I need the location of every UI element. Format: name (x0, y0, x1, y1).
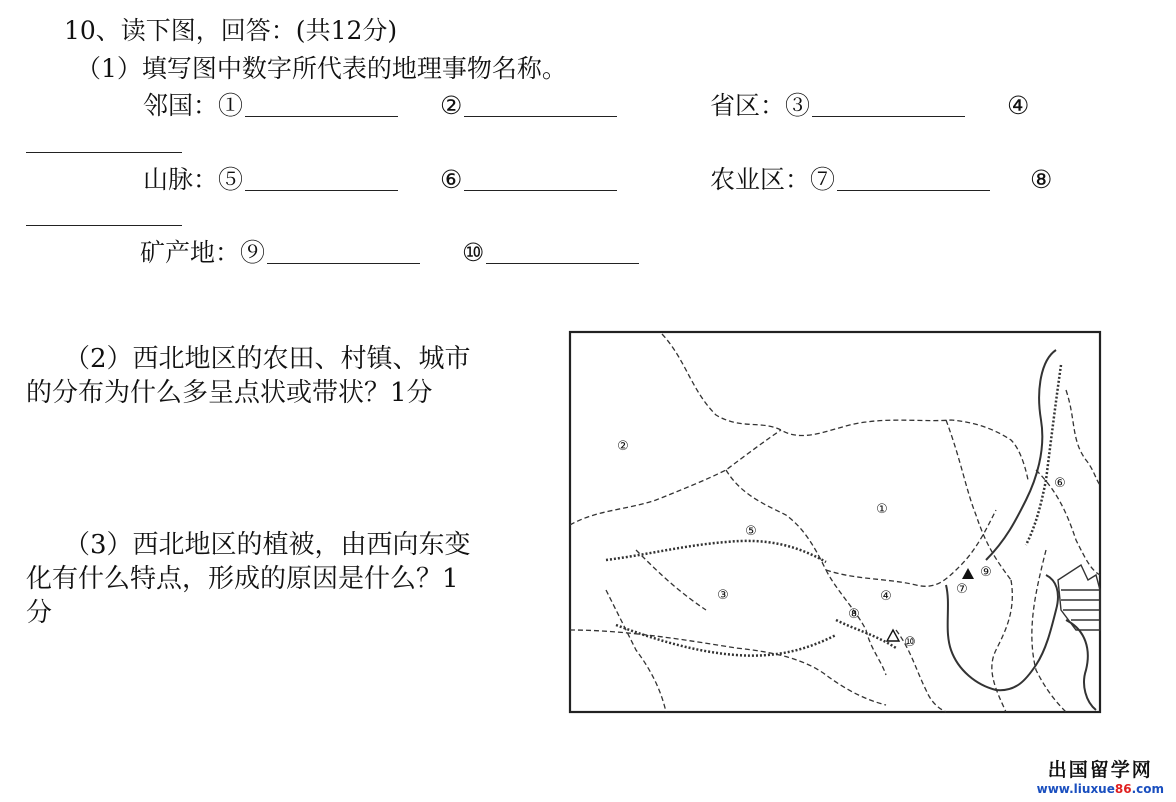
watermark-title: 出国留学网 (1047, 759, 1153, 781)
watermark-url-prefix: www.liuxue (1036, 782, 1115, 796)
circled-number-1: ① (218, 91, 244, 120)
circled-number-6: ⑥ (439, 165, 463, 194)
part3-line-3: 分 (26, 598, 53, 628)
answer-blank-5[interactable] (245, 168, 398, 191)
map-label-8: ⑧ (848, 607, 860, 622)
answer-blank-9[interactable] (267, 241, 420, 264)
part3-line-1: （3）西北地区的植被，由西向东变 (64, 530, 471, 560)
map-label-5: ⑤ (745, 524, 757, 539)
circled-number-3: ③ (785, 91, 811, 120)
answer-blank-6[interactable] (464, 168, 617, 191)
circled-number-8: ⑧ (1029, 165, 1053, 194)
watermark-url-suffix: .com (1131, 782, 1164, 796)
part2-question (26, 342, 471, 410)
part1-prompt: （1）填写图中数字所代表的地理事物名称。 (76, 54, 567, 83)
circled-number-4: ④ (1006, 91, 1030, 120)
neighbor-row (143, 89, 619, 123)
mineral-label: 矿产地： (140, 238, 241, 267)
watermark-url (1037, 782, 1164, 796)
part3-question (26, 528, 471, 630)
circled-number-2: ② (439, 91, 463, 120)
part2-line-1: （2）西北地区的农田、村镇、城市 (64, 344, 471, 374)
mountain-row (143, 163, 619, 197)
answer-blank-4[interactable] (26, 152, 182, 153)
answer-blank-8[interactable] (26, 225, 182, 226)
mineral-row (140, 236, 641, 270)
map-label-2: ② (617, 439, 629, 454)
map-label-9: ⑨ (980, 565, 992, 580)
circled-number-7: ⑦ (810, 165, 836, 194)
agri-row (710, 163, 1052, 197)
watermark-url-highlight: 86 (1114, 782, 1132, 796)
map-svg (566, 330, 1104, 714)
neighbor-label: 邻国： (143, 91, 219, 120)
circled-number-5: ⑤ (218, 165, 244, 194)
answer-blank-1[interactable] (245, 94, 398, 117)
part3-line-2: 化有什么特点，形成的原因是什么？1 (26, 564, 459, 594)
map-label-4: ④ (880, 589, 892, 604)
question-title: 10、读下图，回答：(共12分) (64, 16, 398, 45)
answer-blank-10[interactable] (486, 241, 639, 264)
province-label: 省区： (710, 91, 786, 120)
answer-blank-2[interactable] (464, 94, 617, 117)
map-label-3: ③ (717, 588, 729, 603)
map-label-10: ⑩ (904, 635, 916, 650)
northwest-china-map (566, 330, 1104, 714)
map-label-6: ⑥ (1054, 476, 1066, 491)
province-row (710, 89, 1029, 123)
map-label-1: ① (876, 502, 888, 517)
answer-blank-3[interactable] (812, 94, 965, 117)
agri-label: 农业区： (710, 165, 811, 194)
part2-line-2: 的分布为什么多呈点状或带状？1分 (26, 378, 433, 408)
mountain-label: 山脉： (143, 165, 219, 194)
site-watermark (1037, 755, 1164, 796)
circled-number-10: ⑩ (461, 238, 485, 267)
circled-number-9: ⑨ (240, 238, 266, 267)
map-label-7: ⑦ (956, 582, 968, 597)
answer-blank-7[interactable] (837, 168, 990, 191)
